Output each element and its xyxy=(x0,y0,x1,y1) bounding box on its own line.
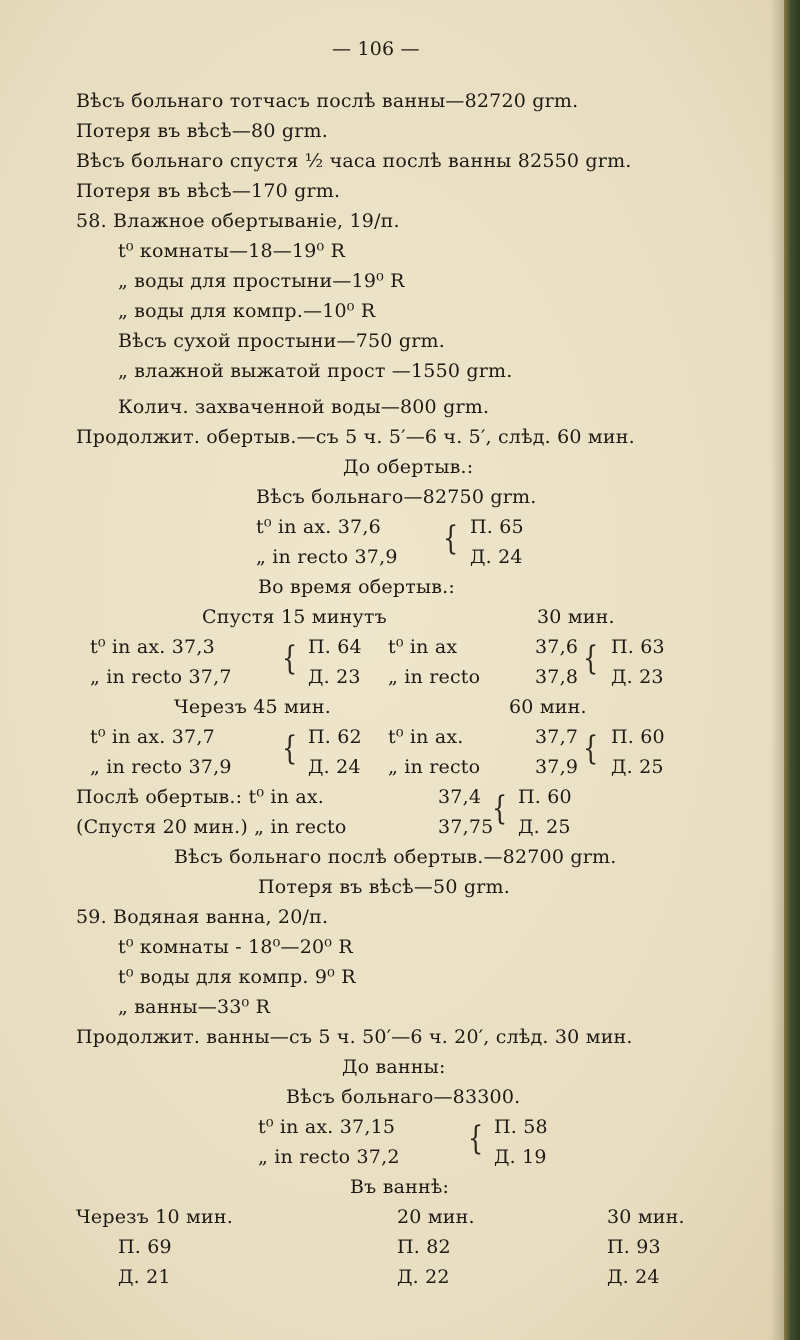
interval-label: 30 мин. xyxy=(537,606,615,628)
temp-value: 37,8 xyxy=(535,666,579,688)
temp-recto: „ in recto 37,9 xyxy=(256,546,398,568)
pulse: П. 65 xyxy=(470,516,524,538)
section-heading: До ванны: xyxy=(342,1056,446,1078)
respiration: Д. 24 xyxy=(470,546,523,568)
interval-label: Черезъ 10 мин. xyxy=(76,1206,233,1228)
respiration: Д. 21 xyxy=(118,1266,171,1288)
respiration: Д. 23 xyxy=(611,666,664,688)
text-line: Вѣсъ больнаго—83300. xyxy=(286,1086,521,1108)
respiration: Д. 24 xyxy=(607,1266,660,1288)
temp-ax: t⁰ in ax. 37,15 xyxy=(258,1116,396,1138)
text-line: „ влажной выжатой прост —1550 grm. xyxy=(118,360,513,382)
text-line: Потеря въ вѣсѣ—170 grm. xyxy=(76,180,341,202)
text-line: 58. Влажное обертываніе, 19/п. xyxy=(76,210,400,232)
respiration: Д. 25 xyxy=(611,756,664,778)
interval-label: Спустя 15 минутъ xyxy=(202,606,387,628)
respiration: Д. 25 xyxy=(518,816,571,838)
interval-label: 20 мин. xyxy=(397,1206,475,1228)
section-heading: До обертыв.: xyxy=(343,456,474,478)
brace: { xyxy=(583,729,599,767)
text-line: t⁰ комнаты—18—19⁰ R xyxy=(118,240,346,262)
pulse: П. 60 xyxy=(611,726,665,748)
text-line: „ ванны—33⁰ R xyxy=(118,996,271,1018)
brace: { xyxy=(492,789,508,827)
brace: { xyxy=(282,729,298,767)
text-line: Вѣсъ больнаго послѣ обертыв.—82700 grm. xyxy=(174,846,617,868)
page-edge-shadow xyxy=(770,0,784,1340)
pulse: П. 93 xyxy=(607,1236,661,1258)
pulse: П. 63 xyxy=(611,636,665,658)
text-line: Послѣ обертыв.: t⁰ in ax. xyxy=(76,786,325,808)
temp-value: 37,75 xyxy=(438,816,494,838)
pulse: П. 82 xyxy=(397,1236,451,1258)
text-line: Вѣсъ больнаго—82750 grm. xyxy=(256,486,537,508)
temp-ax: t⁰ in ax. xyxy=(388,726,464,748)
section-heading: Въ ваннѣ: xyxy=(350,1176,450,1198)
pulse: П. 69 xyxy=(118,1236,172,1258)
text-line: Вѣсъ больнаго спустя ½ часа послѣ ванны 82550 grm. xyxy=(76,150,632,172)
temp-recto: „ in recto 37,9 xyxy=(90,756,232,778)
pulse: П. 60 xyxy=(518,786,572,808)
text-line: Продолжит. ванны—съ 5 ч. 50′—6 ч. 20′, слѣд. 30 мин. xyxy=(76,1026,633,1048)
text-line: „ воды для компр.—10⁰ R xyxy=(118,300,376,322)
respiration: Д. 23 xyxy=(308,666,361,688)
brace: { xyxy=(443,519,459,557)
pulse: П. 58 xyxy=(494,1116,548,1138)
text-line: „ воды для простыни—19⁰ R xyxy=(118,270,405,292)
text-line: t⁰ воды для компр. 9⁰ R xyxy=(118,966,356,988)
interval-label: 30 мин. xyxy=(607,1206,685,1228)
respiration: Д. 19 xyxy=(494,1146,547,1168)
pulse: П. 64 xyxy=(308,636,362,658)
temp-ax: t⁰ in ax. 37,7 xyxy=(90,726,215,748)
temp-recto: „ in recto xyxy=(388,756,481,778)
brace: { xyxy=(282,639,298,677)
text-line: Вѣсъ сухой простыни—750 grm. xyxy=(118,330,445,352)
respiration: Д. 22 xyxy=(397,1266,450,1288)
text-line: Вѣсъ больнаго тотчасъ послѣ ванны—82720 grm. xyxy=(76,90,579,112)
pulse: П. 62 xyxy=(308,726,362,748)
temp-recto: „ in recto xyxy=(388,666,481,688)
section-heading: Во время обертыв.: xyxy=(258,576,456,598)
temp-ax: t⁰ in ax xyxy=(388,636,458,658)
temp-value: 37,7 xyxy=(535,726,579,748)
brace: { xyxy=(583,639,599,677)
temp-value: 37,9 xyxy=(535,756,579,778)
respiration: Д. 24 xyxy=(308,756,361,778)
text-line: 59. Водяная ванна, 20/п. xyxy=(76,906,329,928)
book-edge xyxy=(784,0,800,1340)
text-line: t⁰ комнаты - 18⁰—20⁰ R xyxy=(118,936,353,958)
temp-value: 37,4 xyxy=(438,786,482,808)
brace: { xyxy=(468,1119,484,1157)
temp-recto: „ in recto 37,2 xyxy=(258,1146,400,1168)
temp-ax: t⁰ in ax. 37,6 xyxy=(256,516,381,538)
text-line: Продолжит. обертыв.—съ 5 ч. 5′—6 ч. 5′, слѣд. 60 мин. xyxy=(76,426,635,448)
temp-recto: „ in recto 37,7 xyxy=(90,666,232,688)
text-line: (Спустя 20 мин.) „ in recto xyxy=(76,816,347,838)
page-number: — 106 — xyxy=(332,38,420,60)
interval-label: Черезъ 45 мин. xyxy=(174,696,331,718)
text-line: Колич. захваченной воды—800 grm. xyxy=(118,396,490,418)
text-line: Потеря въ вѣсѣ—80 grm. xyxy=(76,120,328,142)
text-line: Потеря въ вѣсѣ—50 grm. xyxy=(258,876,510,898)
temp-value: 37,6 xyxy=(535,636,579,658)
temp-ax: t⁰ in ax. 37,3 xyxy=(90,636,215,658)
interval-label: 60 мин. xyxy=(509,696,587,718)
